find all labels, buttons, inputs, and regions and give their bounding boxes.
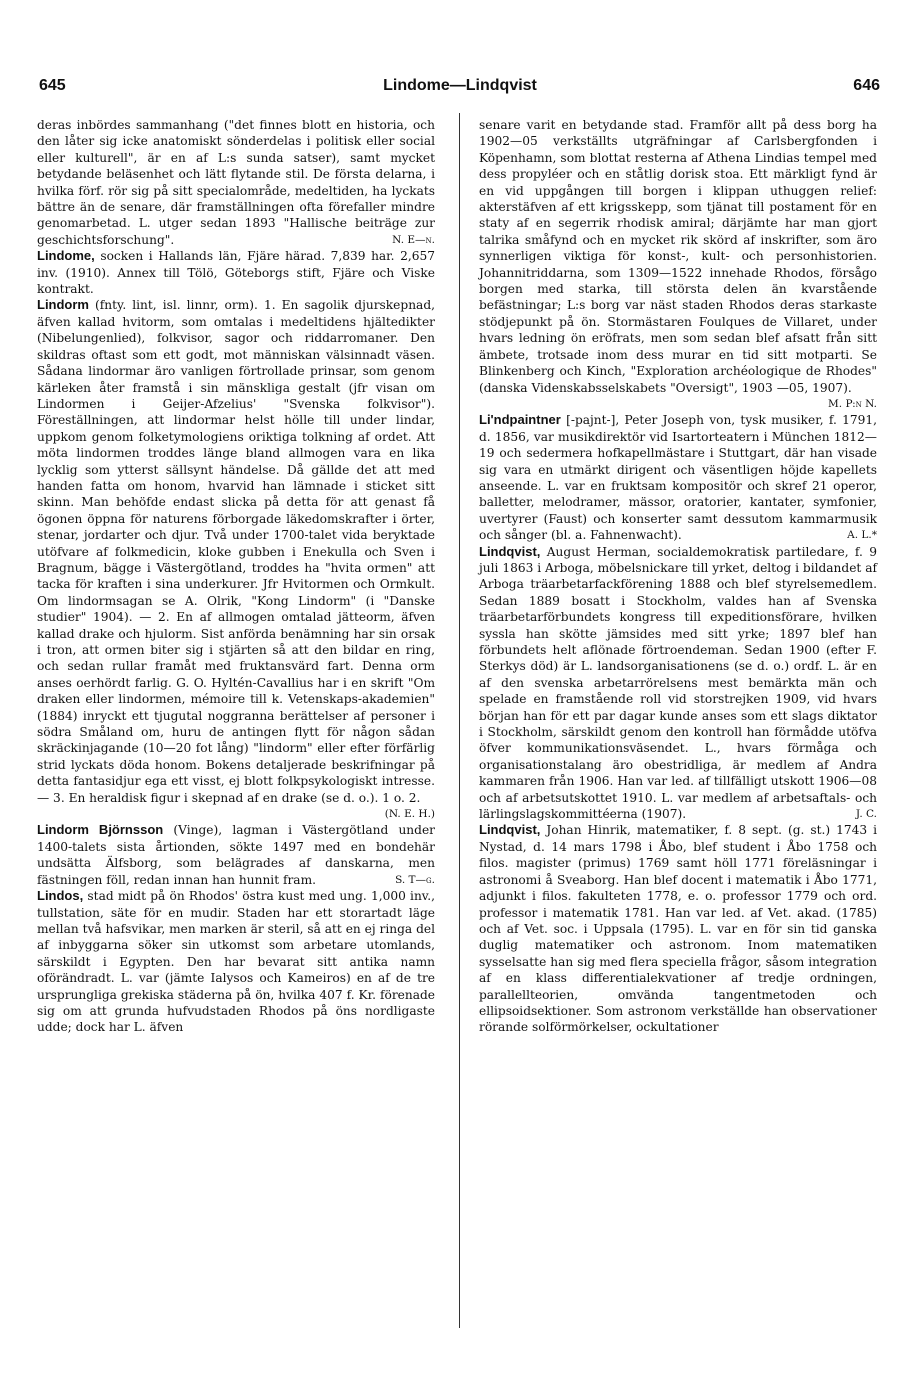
entry-lindorm-bjornsson [37,822,435,888]
author-signature: (N. E. H.) [384,808,435,821]
entry-text: stad midt på ön Rhodos' östra kust med ung. 1,000 inv., tullstation, säte för en mudir. Staden har ett storartadt läge mellan två hafsvikar, men marken är steril, så att en ej ringa del af inbyggarna söker sin utkomst som arbetare utomlands, särskildt i Egypten. Den har bevarat sitt antika namn oförändradt. L. var (jämte Ialysos och Kameiros) en af de tre ursprungliga grekiska städerna på ön, hvilka 407 f. Kr. förenade sig om att grunda hufvudstaden Rhodos på öns nordligaste udde; dock har L. äfven [37,889,435,1035]
paragraph-text: senare varit en betydande stad. Framför allt på dess borg ha 1902—05 verkställts utgräfningar af Carlsbergfonden i Köpenhamn, som blottat resterna af Athena Lindias tempel med dess propyléer och en ståtlig dorisk stoa. Ett märkligt fynd är en vid uppgången till borgen i klippan uthuggen relief: akterstäfven af ett krigsskepp, som tjänat till postament för en staty af en segerrik rhodisk amiral; därjämte har man gjort talrika småfynd och en mycket rik skörd af inskrifter, som äro synnerligen viktiga för konst-, kult- och personhistorien. Johannitriddarna, som 1309—1522 innehade Rhodos, försågo borgen med starka, till största delen än kvarstående befästningar; L:s borg var näst staden Rhodos deras starkaste stödjepunkt på ön. Stormästaren Foulques de Villaret, under hvars ledning ön eröfrats, men som sedan blef afsatt från sitt ämbete, trotsade inom dess murar en tid sitt motparti. Se Blinkenberg och Kinch, "Exploration archéologique de Rhodes" (danska Videnskabsselskabets "Oversigt", 1903 —05, 1907). [479,118,877,395]
entry-text: socken i Hallands län, Fjäre härad. 7,839 har. 2,657 inv. (1910). Annex till Tölö, Göteborgs stift, Fjäre och Viske kontrakt. [37,249,435,297]
author-signature: A. L.* [847,529,877,542]
entry-lindqvist-johan [479,822,877,1035]
entry-lindorm [37,297,435,822]
paragraph-text: deras inbördes sammanhang ("det finnes blott en historia, och den låter sig icke anatomiskt sönderdelas i politisk eller social eller kulturell", är en af L:s sunda satser), samt mycket betydande beläsenhet och lätt flytande stil. De första delarna, i hvilka förf. rör sig på sitt specialområde, medeltiden, ha lyckats bättre än de senare, där framställningen ofta förefaller mindre genomarbetad. L. utger sedan 1893 "Hallische beiträge zur geschichtsforschung". [37,118,435,247]
page-title: Lindome—Lindqvist [383,77,537,94]
entry-text: [-pajnt-], Peter Joseph von, tysk musiker, f. 1791, d. 1856, var musikdirektör vid Isartorteatern i München 1812—19 och sedermera hofkapellmästare i Stuttgart, där han visade sig vara en utmärkt dirigent och väsentligen höjde kapellets anseende. L. var en fruktsam kompositör och skref 21 operor, balletter, melodramer, mässor, oratorier, kantater, symfonier, uvertyrer (Faust) och konserter samt dessutom kammarmusik och sånger (bl. a. Fahnenwacht). [479,413,877,543]
entry-headword: Lindqvist, [479,822,541,838]
left-column [37,117,435,1036]
page-number-left: 645 [39,77,66,94]
entry-lindos [37,888,435,1036]
entry-lindqvist-august [479,544,877,823]
entry-lindpaintner [479,412,877,543]
entry-text: (fnty. lint, isl. linnr, orm). 1. En sagolik djurskepnad, äfven kallad hvitorm, som omtalas i medeltidens hjältedikter (Nibelungenlied), folkvisor, sagor och riddarromaner. Den skildras oftast som ett godt, mot människan välsinnadt väsen. Sådana lindormar äro vanligen förtrollade prinsar, som genom kärleken åter framstå i sin mänskliga gestalt (jfr visan om Lindormen i Geijer-Afzelius' "Svenska folkvisor"). Föreställningen, att lindormar helst hölle till under lindar, uppkom genom folketymologiens oriktiga tolkning af ordet. Att möta lindormen troddes länge bland allmogen vara en lika lycklig som ytterst sällsynt händelse. Då gällde det att med handen fatta om honom, hvarvid han lämnade i sticket sitt skinn. Man behöfde endast slicka på detta för att genast få ögonen öppna för naturens förborgade läkedomskrafter i örter, stenar, jordarter och djur. Två under 1700-talet vida beryktade utöfvare af folkmedicin, kloke gubben i Enekulla och Sven i Bragnum, bägge i Västergötland, troddes ha "hvita ormen" att tacka för kraften i sina underkurer. Jfr Hvitormen och Ormkult. Om lindormsagan se A. Olrik, "Kong Lindorm" (i "Danske studier" 1904). — 2. En af allmogen omtalad jätteorm, äfven kallad drake och hjulorm. Sist anförda benämning har sin orsak i tron, att ormen biter sig i stjärten så att den bildar en ring, och sedan rullar framåt med fruktansvärd fart. Denna orm anses oerhördt farlig. G. O. Hyltén-Cavallius har i en skrift "Om draken eller lindormen, mémoire till k. Vetenskaps-akademien" (1884) inryckt ett tjugutal noggranna berättelser af personer i södra Småland om, huru de antingen flytt för någon sådan skräckinjagande (10—20 fot lång) "lindorm" eller efter förfärlig strid lyckats döda honom. Bokens detaljerade beskrifningar på detta fantasidjur ega ett visst, ej blott folkpsykologiskt intresse. — 3. En heraldisk figur i skepnad af en drake (se d. o.). 1 o. 2. [37,298,435,805]
author-signature: N. E—n. [392,233,435,246]
author-signature: M. P:n N. [828,397,877,410]
entry-text: August Herman, socialdemokratisk partiledare, f. 9 juli 1863 i Arboga, möbelsnickare till yrket, deltog i bildandet af Arboga träarbetarfackförening 1888 och blef styrelsemedlem. Sedan 1889 bosatt i Stockholm, valdes han af Svenska träarbetarförbundets kongress till expeditionsförare, hvilken syssla han skötte jämsides med sitt yrke; 1897 blef han förbundets helt aflönade förtroendeman. Sedan 1900 (efter F. Sterkys död) är L. landsorganisationens (se d. o.) ordf. L. är en af den svenska arbetarrörelsens mest bemärkta män och spelade en framstående roll vid storstrejken 1909, vid hvars början han för ett par dagar kunde anses som ett slags diktator i Stockholm, särskildt genom den kontroll han förmådde utöfva öfver kommunikationsväsendet. L., hvars förmåga och organisationstalang äro obestridliga, är medlem af Andra kammaren från 1906. Han var led. af tillfälligt utskott 1906—08 och af arbetsutskottet 1910. L. var medlem af arbetsaftals- och lärlingslagskommittéerna (1907). [479,544,877,822]
entry-headword: Lindqvist, [479,543,541,559]
entry-headword: Li'ndpaintner [479,412,561,428]
entry-lindome [37,248,435,297]
continued-paragraph [37,117,435,248]
entry-headword: Lindome, [37,248,95,264]
entry-text: (Vinge), lagman i Västergötland under 1400-talets sista årtionden, sökte 1497 med en bondehär undsätta Älfsborg, som belägrades af danskarna, men fästningen föll, redan innan han hunnit fram. [37,823,435,887]
author-signature: S. T—g. [395,873,435,886]
column-divider [459,113,460,1328]
continued-paragraph [479,117,877,412]
entry-headword: Lindorm Björnsson [37,822,164,838]
page-number-right: 646 [853,77,880,94]
entry-headword: Lindorm [37,297,89,313]
author-signature: J. C. [855,808,877,821]
entry-text: Johan Hinrik, matematiker, f. 8 sept. (g. st.) 1743 i Nystad, d. 14 mars 1798 i Åbo, blef student i Åbo 1758 och filos. magister (primus) 1769 samt höll 1771 föreläsningar i astronomi å Sveaborg. Han blef docent i matematik i Åbo 1771, adjunkt i filos. fakulteten 1778, e. o. professor 1779 och ord. professor i matematik 1781. Han var led. af Vet. akad. (1785) och af Vet. soc. i Uppsala (1795). L. var en för sin tid ganska duglig matematiker och astronom. Inom matematiken sysselsatte han sig med flera speciella frågor, såsom integration af en klass differentialekvationer af tredje ordningen, parallellteorien, omvända tangentmetoden och ellipsoidsektioner. Som astronom verkställde han observationer rörande solförmörkelser, ockultationer [479,823,877,1035]
entry-headword: Lindos, [37,888,84,904]
right-column [479,117,877,1036]
